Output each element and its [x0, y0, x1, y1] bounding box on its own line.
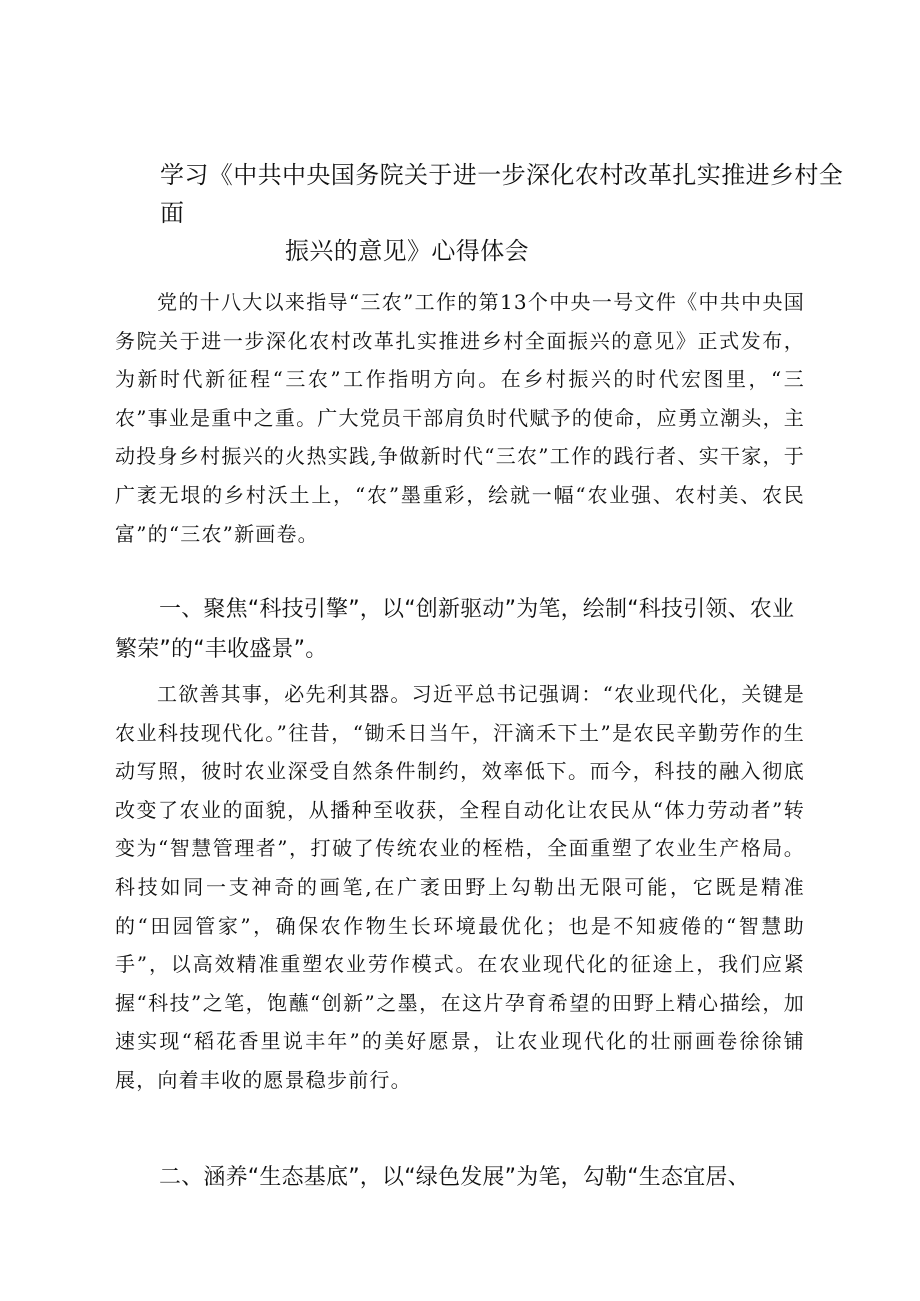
paragraph-section-1: 工欲善其事，必先利其器。习近平总书记强调：“农业现代化，关键是农业科技现代化。”往昔，“锄禾日当午，汗滴禾下土”是农民辛勤劳作的生动写照，彼时农业深受自然条件制约，效率低下。而今，科技的融入彻底改变了农业的面貌，从播种至收获，全程自动化让农民从“体力劳动者”转变为“智慧管理者”，打破了传统农业的桎梏，全面重塑了农业生产格局。科技如同一支神奇的画笔,在广袤田野上勾勒出无限可能，它既是精准的“田园管家”，确保农作物生长环境最优化；也是不知疲倦的“智慧助手”，以高效精准重塑农业劳作模式。在农业现代化的征途上，我们应紧握“科技”之笔，饱蘸“创新”之墨，在这片孕育希望的田野上精心描绘，加速实现“稻花香里说丰年”的美好愿景，让农业现代化的壮丽画卷徐徐铺展，向着丰收的愿景稳步前行。: [115, 682, 805, 1092]
title-line-1: 学习《中共中央国务院关于进一步深化农村改革扎实推进乡村全面: [160, 161, 844, 227]
section-heading-2: 二、涵养“生态基底”，以“绿色发展”为笔，勾勒“生态宜居、: [159, 1165, 750, 1190]
document-title: [160, 156, 850, 270]
section-heading-1: 一、聚焦“科技引擎”，以“创新驱动”为笔，绘制“科技引领、农业繁荣”的“丰收盛景”。: [115, 597, 795, 662]
paragraph-intro: 党的十八大以来指导“三农”工作的第13个中央一号文件《中共中央国务院关于进一步深化农村改革扎实推进乡村全面振兴的意见》正式发布，为新时代新征程“三农”工作指明方向。在乡村振兴的时代宏图里，“三农”事业是重中之重。广大党员干部肩负时代赋予的使命，应勇立潮头，主动投身乡村振兴的火热实践,争做新时代“三农”工作的践行者、实干家，于广袤无垠的乡村沃土上，“农”墨重彩，绘就一幅“农业强、农村美、农民富”的“三农”新画卷。: [115, 290, 805, 546]
title-line-2: 振兴的意见》心得体会: [285, 237, 529, 265]
